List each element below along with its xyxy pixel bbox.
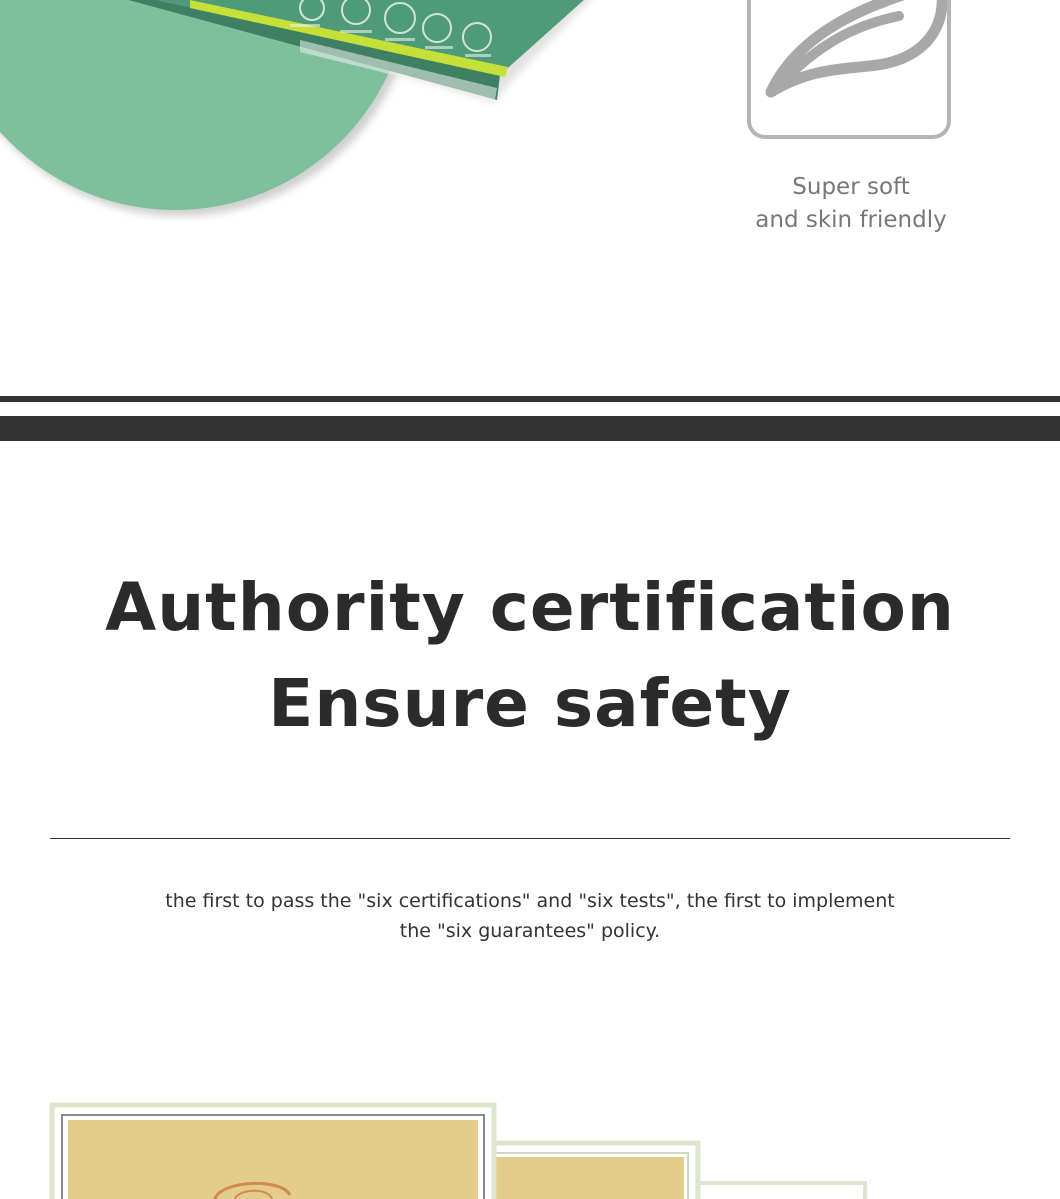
certificate-2 xyxy=(490,1143,698,1199)
feature-caption xyxy=(700,171,1002,237)
section-headline xyxy=(0,560,1060,752)
horizontal-rule xyxy=(50,838,1010,839)
product-package-illustration xyxy=(0,0,640,260)
certificate-3 xyxy=(695,1183,865,1199)
description-line-2: the "six guarantees" policy. xyxy=(399,920,661,942)
leaf-icon xyxy=(759,0,947,102)
headline-line-1: Authority certification xyxy=(105,569,955,646)
headline-line-2: Ensure safety xyxy=(268,665,792,742)
section-divider-thick xyxy=(0,416,1060,441)
feature-caption-line-2: and skin friendly xyxy=(755,207,947,233)
certificate-1 xyxy=(52,1105,494,1199)
feature-caption-line-1: Super soft xyxy=(792,174,910,200)
section-description xyxy=(130,886,930,946)
description-line-1: the first to pass the "six certifications" and "six tests", the first to implement xyxy=(165,890,895,912)
section-divider-thin xyxy=(0,396,1060,402)
certificates-image xyxy=(40,1095,880,1199)
feature-icon-frame xyxy=(747,0,951,139)
